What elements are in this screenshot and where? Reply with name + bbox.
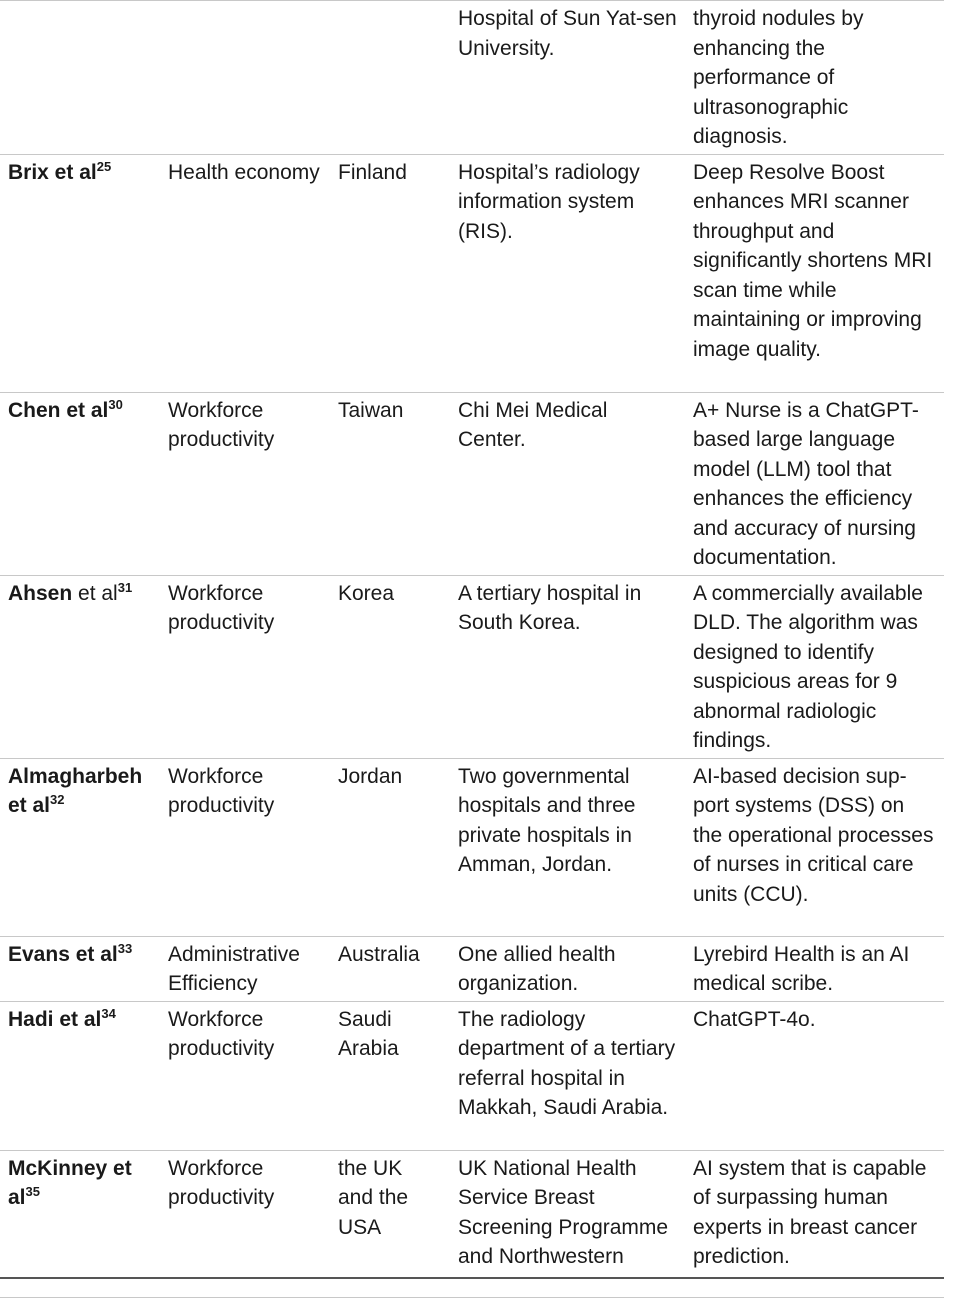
intervention-cell: AI system that is capable of surpassing human experts in breast cancer prediction. [685,1150,944,1297]
author-cell [0,936,160,1001]
intervention-cell: Lyrebird Health is an AI medical scribe. [685,936,944,1001]
table-row [0,392,944,575]
intervention-cell: AI-based decision sup-port systems (DSS) on the operational processes of nurses in critical care units (CCU). [685,758,944,936]
domain-cell: Workforce productivity [160,758,330,936]
setting-cell: Hospital of Sun Yat-sen University. [450,1,685,155]
reference-number: 32 [50,792,65,807]
author-name: Evans et al [8,942,118,966]
domain-cell: Workforce productivity [160,575,330,758]
author-name: McKinney et al [8,1156,132,1209]
author-cell [0,758,160,936]
intervention-cell: Deep Resolve Boost enhances MRI scanner throughput and significantly shortens MRI scan time while maintaining or improving image quality. [685,154,944,392]
reference-number: 31 [117,579,133,595]
country-cell: Australia [330,936,450,1001]
author-cell [0,392,160,575]
setting-cell: The radiology department of a tertiary referral hospital in Makkah, Saudi Arabia. [450,1001,685,1150]
table-row [0,1001,944,1150]
author-cell: Ahsen et $al^{31}$ [0,575,160,758]
author-name: Hadi et al [8,1007,102,1031]
author-name: Brix et al [8,160,97,184]
intervention-cell: A commercially available DLD. The algorithm was designed to identify suspicious areas for 9 abnormal radiologic findings. [685,575,944,758]
table-row [0,575,944,758]
country-cell: Korea [330,575,450,758]
author-cell [0,1001,160,1150]
reference-number: 25 [96,158,112,174]
setting-cell: One allied health organization. [450,936,685,1001]
country-cell: Saudi Arabia [330,1001,450,1150]
domain-cell: Health economy [160,154,330,392]
reference-number: 34 [101,1005,116,1021]
table-row [0,1,944,155]
intervention-cell: A+ Nurse is a ChatGPT-based large language model (LLM) tool that enhances the efficiency and accuracy of nursing documentation. [685,392,944,575]
intervention-cell: ChatGPT-4o. [685,1001,944,1150]
setting-cell: Two governmental hospitals and three private hospitals in Amman, Jordan. [450,758,685,936]
table-row [0,758,944,936]
author-cell [0,154,160,392]
domain-cell [160,1,330,155]
table-row [0,1150,944,1297]
country-cell: Finland [330,154,450,392]
table-row [0,154,944,392]
table-bottom-rule [0,1277,944,1279]
reference-number: 35 [25,1184,40,1199]
domain-cell: Workforce productivity [160,392,330,575]
author-name: Chen et al [8,398,109,422]
author-name: Ahsen [8,581,73,605]
reference-number: 30 [108,396,123,412]
domain-cell: Workforce productivity [160,1150,330,1297]
intervention-cell: thyroid nodules by enhancing the performance of ultrasonographic diagnosis. [685,1,944,155]
country-cell [330,1,450,155]
table-row [0,936,944,1001]
country-cell: Jordan [330,758,450,936]
author-cell [0,1,160,155]
setting-cell: Chi Mei Medical Center. [450,392,685,575]
domain-cell: Workforce productivity [160,1001,330,1150]
country-cell: the UK and the USA [330,1150,450,1297]
country-cell: Taiwan [330,392,450,575]
domain-cell: Administrative Efficiency [160,936,330,1001]
author-cell [0,1150,160,1297]
setting-cell: UK National Health Service Breast Screening Programme and Northwestern [450,1150,685,1297]
author-name: Almagharbeh et al [8,764,143,817]
setting-cell: A tertiary hospital in South Korea. [450,575,685,758]
reference-number: 33 [117,940,133,956]
setting-cell: Hospital’s radiology information system (RIS). [450,154,685,392]
